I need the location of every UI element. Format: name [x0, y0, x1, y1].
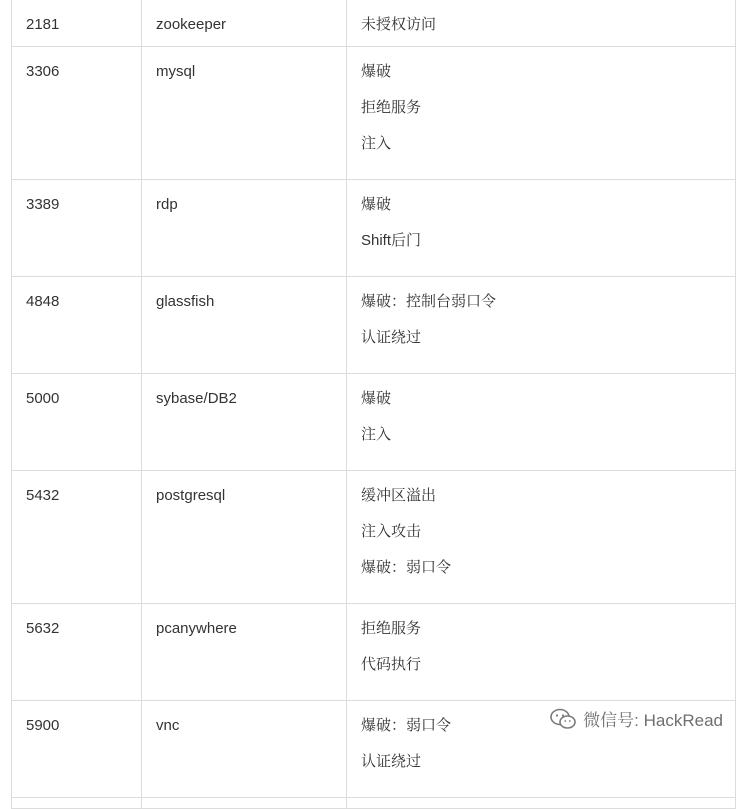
issue-item: 认证绕过	[361, 329, 422, 346]
port-cell: 5632	[12, 604, 142, 701]
table-row	[12, 47, 736, 180]
port-cell: 5900	[12, 701, 142, 798]
table-row	[12, 374, 736, 471]
issue-item: Shift后门	[361, 232, 422, 249]
port-cell: 4848	[12, 277, 142, 374]
service-cell: rdp	[142, 180, 347, 277]
issue-item: 拒绝服务	[361, 620, 422, 637]
service-cell: zookeeper	[142, 0, 347, 47]
service-cell: pcanywhere	[142, 604, 347, 701]
issue-item: 爆破	[361, 390, 392, 407]
service-cell: vnc	[142, 701, 347, 798]
issues-cell	[347, 277, 736, 374]
issue-item: 代码执行	[361, 656, 422, 673]
port-cell: 3306	[12, 47, 142, 180]
service-cell: postgresql	[142, 471, 347, 604]
issues-cell	[347, 47, 736, 180]
issue-item: 注入攻击	[361, 523, 422, 540]
service-cell: sybase/DB2	[142, 374, 347, 471]
issues-cell	[347, 180, 736, 277]
wechat-icon	[549, 708, 577, 730]
issues-cell	[347, 374, 736, 471]
issue-item: 认证绕过	[361, 753, 422, 770]
port-vulnerability-table	[11, 0, 736, 809]
table-row	[12, 277, 736, 374]
issues-cell	[347, 471, 736, 604]
issue-item: 爆破	[361, 63, 392, 80]
issue-item: 注入	[361, 426, 392, 443]
port-cell: 5000	[12, 374, 142, 471]
issue-item: 爆破：弱口令	[361, 717, 452, 734]
table-row	[12, 180, 736, 277]
issue-item: 爆破	[361, 196, 392, 213]
table-body	[12, 0, 736, 809]
issues-cell	[347, 0, 736, 47]
watermark	[549, 706, 723, 731]
table-row	[12, 0, 736, 47]
watermark-text: 微信号: HackRead	[583, 711, 723, 730]
issue-item: 未授权访问	[361, 16, 437, 33]
port-cell: 3389	[12, 180, 142, 277]
port-cell: 2181	[12, 0, 142, 47]
service-cell: glassfish	[142, 277, 347, 374]
issue-item: 爆破：弱口令	[361, 559, 452, 576]
issue-item: 拒绝服务	[361, 99, 422, 116]
table-row	[12, 471, 736, 604]
issue-item: 缓冲区溢出	[361, 487, 437, 504]
table-row	[12, 604, 736, 701]
table-row-partial	[12, 798, 736, 809]
issues-cell	[347, 604, 736, 701]
issue-item: 注入	[361, 135, 392, 152]
port-cell: 5432	[12, 471, 142, 604]
issue-item: 爆破：控制台弱口令	[361, 293, 497, 310]
service-cell: mysql	[142, 47, 347, 180]
